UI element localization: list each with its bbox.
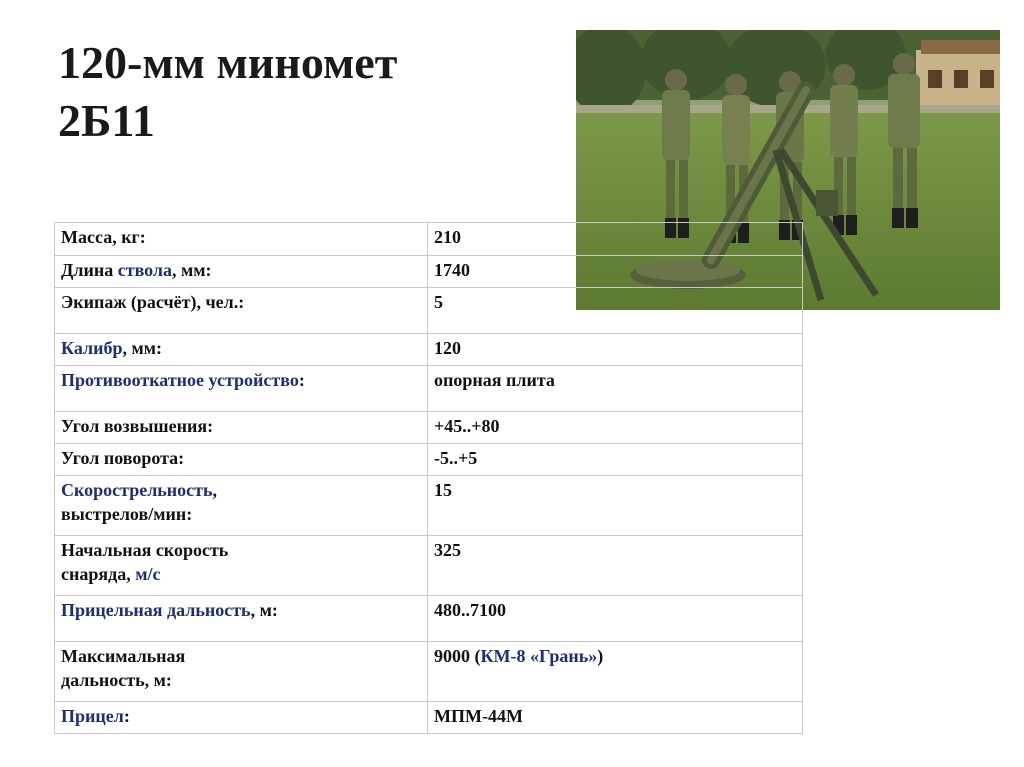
spec-text: , мм:	[122, 338, 162, 358]
spec-text: 15	[434, 480, 452, 500]
spec-link-text[interactable]: КМ-8 «Грань»	[480, 646, 598, 666]
spec-text: Длина	[61, 260, 118, 280]
spec-text: :	[298, 370, 305, 390]
spec-row	[55, 702, 803, 734]
spec-text: 325	[434, 540, 461, 560]
specs-table	[54, 222, 803, 734]
spec-text: Экипаж (расчёт), чел.:	[61, 292, 245, 312]
spec-link-text[interactable]: Противооткатное устройство	[61, 370, 299, 390]
spec-label	[55, 476, 428, 536]
spec-value	[428, 288, 803, 334]
spec-label	[55, 223, 428, 256]
spec-row	[55, 412, 803, 444]
spec-text: 210	[434, 227, 461, 247]
spec-label	[55, 536, 428, 596]
spec-text: 1740	[434, 260, 470, 280]
spec-label	[55, 596, 428, 642]
spec-label	[55, 256, 428, 288]
spec-text: Начальная скорость	[61, 540, 229, 560]
spec-label	[55, 444, 428, 476]
spec-row	[55, 596, 803, 642]
spec-text: -5..+5	[434, 448, 478, 468]
spec-value	[428, 366, 803, 412]
spec-label	[55, 288, 428, 334]
spec-text: снаряда,	[61, 564, 136, 584]
spec-label	[55, 366, 428, 412]
spec-value	[428, 444, 803, 476]
spec-label	[55, 642, 428, 702]
spec-row	[55, 366, 803, 412]
spec-text: )	[597, 646, 604, 666]
spec-text: :	[123, 706, 130, 726]
spec-row	[55, 288, 803, 334]
spec-label	[55, 334, 428, 366]
spec-text: Угол поворота:	[61, 448, 185, 468]
spec-value	[428, 256, 803, 288]
spec-text: 480..7100	[434, 600, 506, 620]
slide-title	[58, 34, 558, 150]
spec-link-text[interactable]: Скорострельность	[61, 480, 213, 500]
spec-text: 120	[434, 338, 461, 358]
spec-text: +45..+80	[434, 416, 500, 436]
spec-text: опорная плита	[434, 370, 555, 390]
spec-row	[55, 256, 803, 288]
specs-table-body	[55, 223, 803, 734]
spec-text: ,	[212, 480, 218, 500]
spec-text: Масса, кг:	[61, 227, 146, 247]
spec-value	[428, 476, 803, 536]
spec-label	[55, 412, 428, 444]
spec-link-text[interactable]: Прицельная дальность	[61, 600, 251, 620]
spec-label	[55, 702, 428, 734]
spec-row	[55, 476, 803, 536]
spec-value	[428, 642, 803, 702]
spec-value	[428, 536, 803, 596]
spec-row	[55, 334, 803, 366]
spec-text: МПМ-44М	[434, 706, 523, 726]
spec-text: Максимальная	[61, 646, 186, 666]
spec-link-text[interactable]: ствола	[117, 260, 173, 280]
spec-text: , м:	[250, 600, 278, 620]
spec-value	[428, 412, 803, 444]
spec-text: выстрелов/мин:	[61, 504, 193, 524]
spec-value	[428, 702, 803, 734]
spec-text: 5	[434, 292, 443, 312]
spec-link-text[interactable]: м/с	[135, 564, 161, 584]
spec-value	[428, 596, 803, 642]
spec-text: дальность, м:	[61, 670, 172, 690]
title-line-2: 2Б11	[58, 95, 155, 146]
spec-row	[55, 642, 803, 702]
spec-row	[55, 536, 803, 596]
spec-text: Угол возвышения:	[61, 416, 214, 436]
spec-row	[55, 223, 803, 256]
spec-value	[428, 334, 803, 366]
spec-text: , мм:	[172, 260, 212, 280]
spec-row	[55, 444, 803, 476]
title-line-1: 120-мм миномет	[58, 37, 398, 88]
spec-text: 9000 (	[434, 646, 481, 666]
spec-link-text[interactable]: Прицел	[61, 706, 124, 726]
spec-link-text[interactable]: Калибр	[61, 338, 123, 358]
spec-value	[428, 223, 803, 256]
